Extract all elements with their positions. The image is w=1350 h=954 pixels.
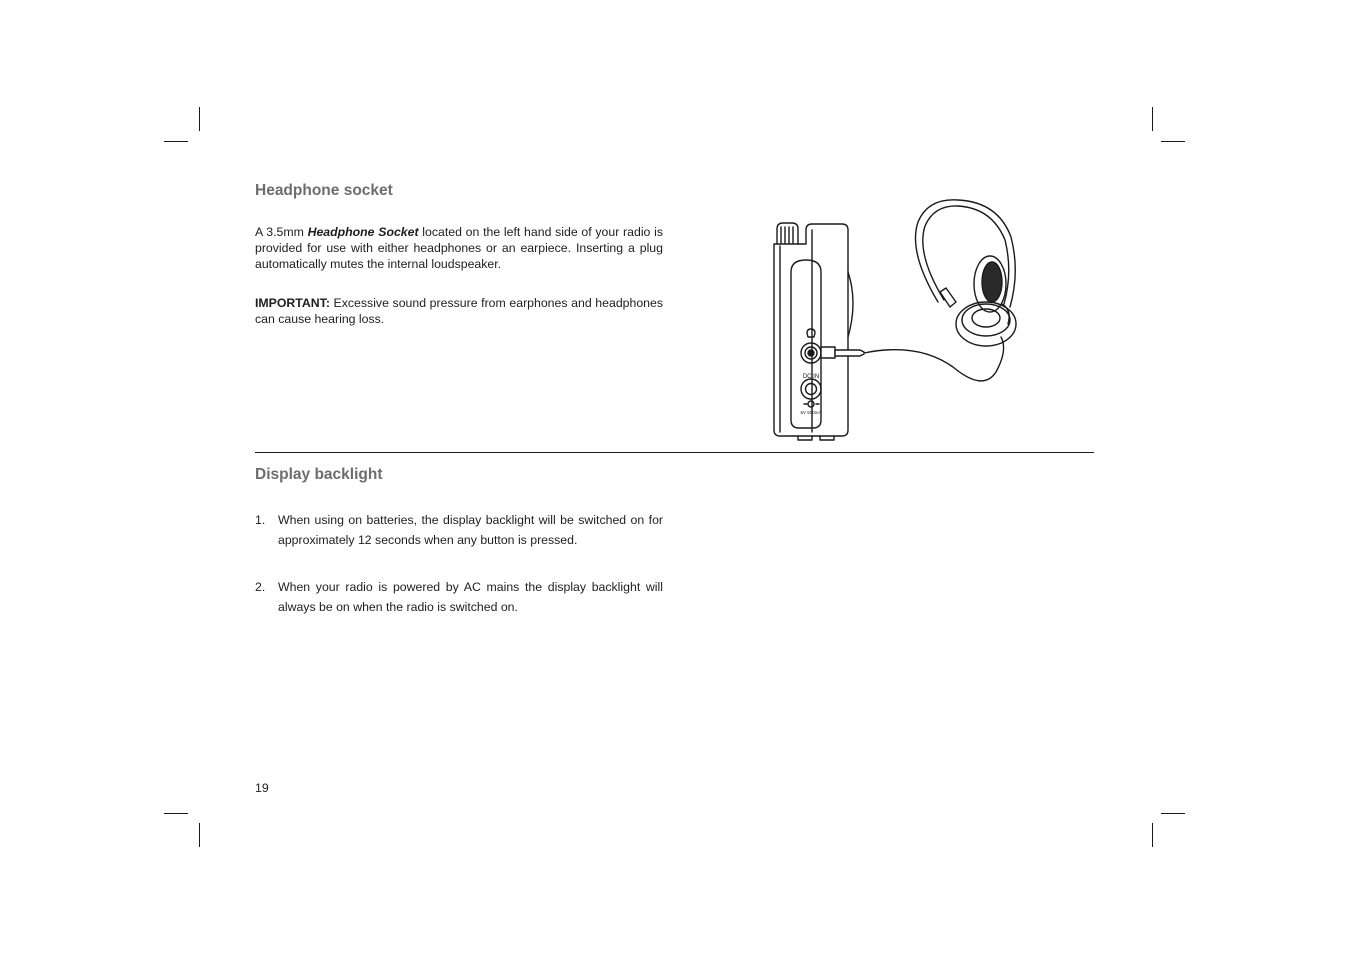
dc-in-socket bbox=[801, 379, 821, 407]
headphones bbox=[916, 200, 1017, 346]
hearing-loss-warning bbox=[255, 296, 663, 328]
crop-mark-top-left-vertical bbox=[199, 107, 200, 131]
dc-rating-label: 6V 500mA bbox=[800, 410, 822, 415]
list-item bbox=[255, 578, 663, 617]
crop-mark-top-left-horizontal bbox=[164, 141, 188, 142]
intro-suffix: located on the left hand side of your radio is provided for use with either headphones or an earpiece. Inserting a plug automatically mutes the internal loudspeaker. bbox=[255, 225, 663, 271]
list-item-number: 2. bbox=[255, 580, 266, 594]
radio-headphones-illustration bbox=[768, 192, 1028, 442]
crop-mark-bottom-right-horizontal bbox=[1161, 813, 1185, 814]
list-item-number: 1. bbox=[255, 513, 266, 527]
list-item-text: When your radio is powered by AC mains the display backlight will always be on when the radio is switched on. bbox=[278, 580, 663, 614]
headphone-socket-term: Headphone Socket bbox=[307, 225, 419, 239]
list-item-text: When using on batteries, the display backlight will be switched on for approximately 12 seconds when any button is pressed. bbox=[278, 513, 663, 547]
crop-mark-bottom-left-horizontal bbox=[164, 813, 188, 814]
warning-label: IMPORTANT: bbox=[255, 296, 330, 310]
section-divider bbox=[255, 452, 1094, 453]
crop-mark-bottom-right-vertical bbox=[1152, 823, 1153, 847]
list-item bbox=[255, 511, 663, 550]
headphone-socket-description bbox=[255, 225, 663, 272]
page-number: 19 bbox=[255, 781, 269, 795]
crop-mark-top-right-vertical bbox=[1152, 107, 1153, 131]
crop-mark-top-right-horizontal bbox=[1161, 141, 1185, 142]
display-backlight-heading: Display backlight bbox=[255, 466, 383, 483]
dc-in-label: DC IN bbox=[802, 374, 820, 380]
intro-prefix: A 3.5mm bbox=[255, 225, 308, 239]
headphone-socket-heading: Headphone socket bbox=[255, 182, 393, 199]
antenna-knob bbox=[777, 223, 798, 244]
warning-text: Excessive sound pressure from earphones and headphones can cause hearing loss. bbox=[255, 296, 663, 326]
headphone-socket bbox=[801, 329, 821, 363]
radio-body bbox=[774, 224, 853, 440]
crop-mark-bottom-left-vertical bbox=[199, 823, 200, 847]
